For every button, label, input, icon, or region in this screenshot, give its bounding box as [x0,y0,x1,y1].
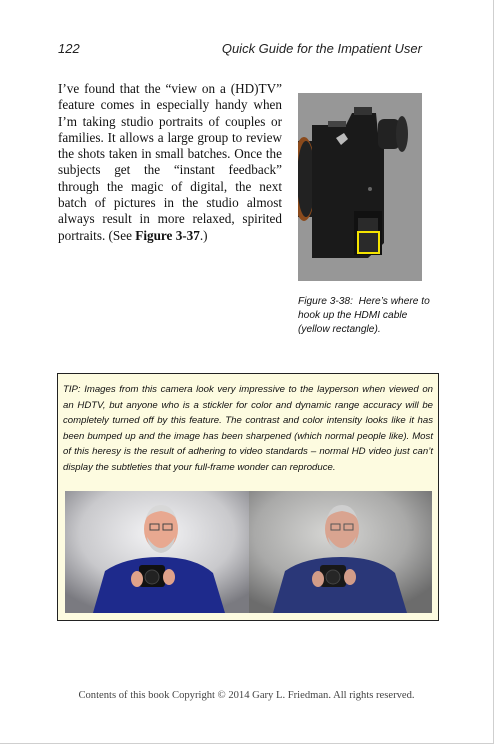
figure-label: Figure 3-38: [298,296,353,307]
running-header-title: Quick Guide for the Impatient User [221,41,422,56]
paragraph-text: I’ve found that the “view on a (HD)TV” feature comes in especially handy when I’m taking studio portraits of couples or families. It allows a large group to review the shots taken in small batches. Once the subjects get the “instant feedback” through the magic of digital, the next batch of pictures in the studio almost always result in more relaxed, spirited portraits. (See [58,81,282,243]
tip-text: TIP: Images from this camera look very impressive to the layperson when viewed on an HDTV, but anyone who is a stickler for color and dynamic range accuracy will be completely turned off by this feature. The contrast and color intensity looks like it has been bumped up and the image has been sharpened (which normal people like). Most of this heresy is the result of adhering to video standards – normal HD video just can’t display the subtleties that your full-frame wonder can reproduce. [63,384,433,473]
figure-reference: Figure 3-37 [135,227,200,243]
copyright-footer: Contents of this book Copyright © 2014 Gary L. Friedman. All rights reserved. [78,690,415,701]
page-number: 122 [58,41,80,56]
figure-caption [298,295,438,336]
paragraph-end: .) [199,227,208,243]
portrait-photo-hdtv [65,491,249,613]
body-paragraph [58,81,282,244]
camera-hdmi-port-photo [298,93,422,281]
tip-box [57,373,439,621]
portrait-photo-original [249,491,432,613]
figure-caption-text: Here’s where to hook up the HDMI cable (yellow rectangle). [298,296,430,335]
